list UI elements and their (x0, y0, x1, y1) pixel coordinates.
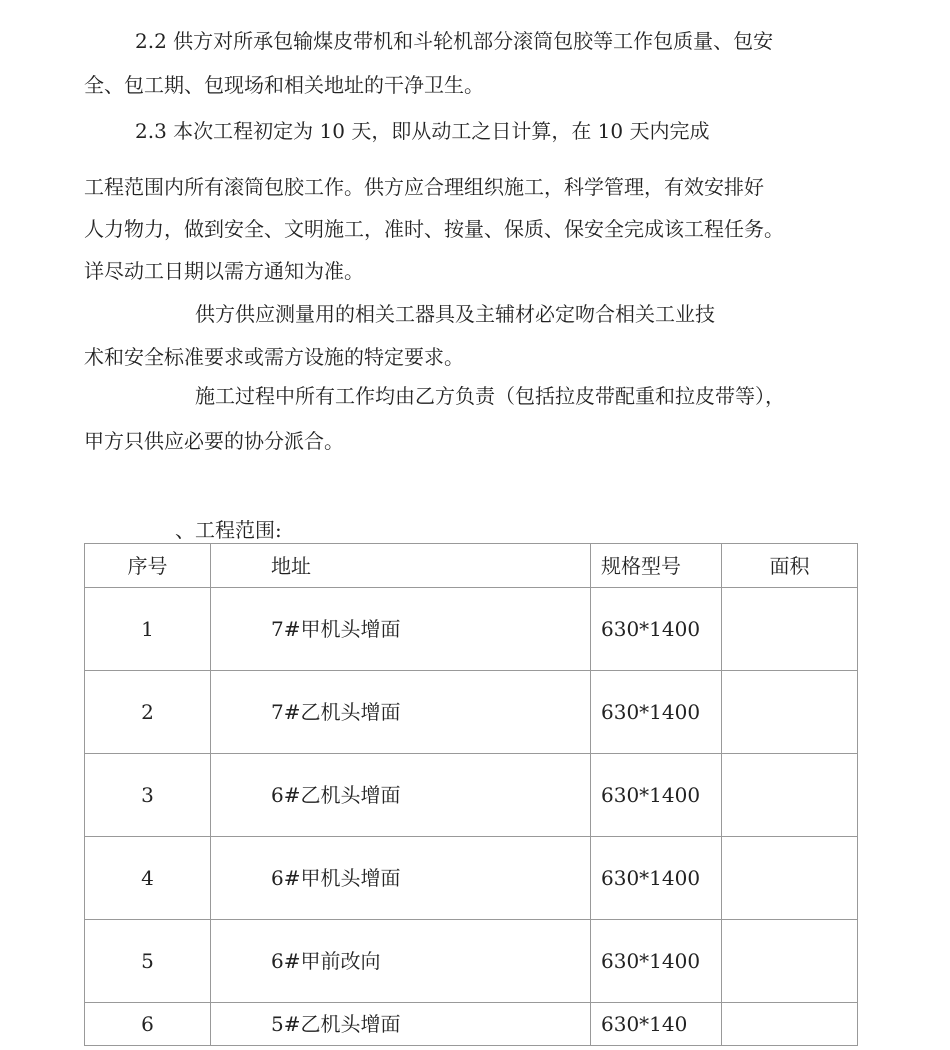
cell-location: 6#甲前改向 (211, 920, 591, 1003)
cell-area (722, 588, 858, 671)
header-location: 地址 (211, 544, 591, 588)
cell-no: 2 (85, 671, 211, 754)
paragraph-construction-line-1: 施工过程中所有工作均由乙方负责（包括拉皮带配重和拉皮带等）， (195, 384, 785, 408)
cell-spec (591, 920, 722, 1003)
paragraph-scope-line-1: 工程范围内所有滚筒包胶工作。供方应合理组织施工，科学管理，有效安排好 (84, 175, 764, 199)
cell-no: 6 (85, 1003, 211, 1046)
cell-spec (591, 588, 722, 671)
cell-location: 6#甲机头增面 (211, 837, 591, 920)
cell-location: 7#乙机头增面 (211, 671, 591, 754)
spec-value: 630*1400 (601, 617, 701, 641)
paragraph-2-2-line-2: 全、包工期、包现场和相关地址的干净卫生。 (84, 73, 484, 97)
table-row (85, 920, 858, 1003)
cell-no: 3 (85, 754, 211, 837)
cell-location: 7#甲机头增面 (211, 588, 591, 671)
cell-no: 5 (85, 920, 211, 1003)
paragraph-2-3-line-1: 2.3 本次工程初定为 10 天，即从动工之日计算，在 10 天内完成 (135, 119, 710, 143)
paragraph-tools-line-2: 术和安全标准要求或需方设施的特定要求。 (84, 345, 464, 369)
cell-spec (591, 754, 722, 837)
cell-area (722, 920, 858, 1003)
table-row (85, 754, 858, 837)
cell-no: 4 (85, 837, 211, 920)
paragraph-scope-line-3: 详尽动工日期以需方通知为准。 (84, 259, 364, 283)
spec-value: 630*1400 (601, 866, 701, 890)
paragraph-2-2-line-1: 2.2 供方对所承包输煤皮带机和斗轮机部分滚筒包胶等工作包质量、包安 (135, 29, 774, 53)
cell-area (722, 1003, 858, 1046)
table-header-row (85, 544, 858, 588)
cell-area (722, 754, 858, 837)
scope-table (84, 543, 858, 1046)
cell-spec (591, 671, 722, 754)
header-spec: 规格型号 (591, 544, 722, 588)
header-area: 面积 (722, 544, 858, 588)
cell-spec: 630*140 (591, 1003, 722, 1046)
cell-area (722, 671, 858, 754)
table-row (85, 1003, 858, 1046)
cell-location: 6#乙机头增面 (211, 754, 591, 837)
cell-no: 1 (85, 588, 211, 671)
spec-value: 630*1400 (601, 783, 701, 807)
table-row (85, 837, 858, 920)
cell-location: 5#乙机头增面 (211, 1003, 591, 1046)
spec-value: 630*1400 (601, 700, 701, 724)
spec-value: 630*1400 (601, 949, 701, 973)
section-heading: 、工程范围: (175, 518, 282, 542)
header-no: 序号 (85, 544, 211, 588)
cell-area (722, 837, 858, 920)
table-row (85, 588, 858, 671)
paragraph-scope-line-2: 人力物力，做到安全、文明施工，准时、按量、保质、保安全完成该工程任务。 (84, 217, 784, 241)
paragraph-construction-line-2: 甲方只供应必要的协分派合。 (84, 429, 344, 453)
cell-spec (591, 837, 722, 920)
paragraph-tools-line-1: 供方供应测量用的相关工器具及主辅材必定吻合相关工业技 (195, 302, 715, 326)
table-row (85, 671, 858, 754)
